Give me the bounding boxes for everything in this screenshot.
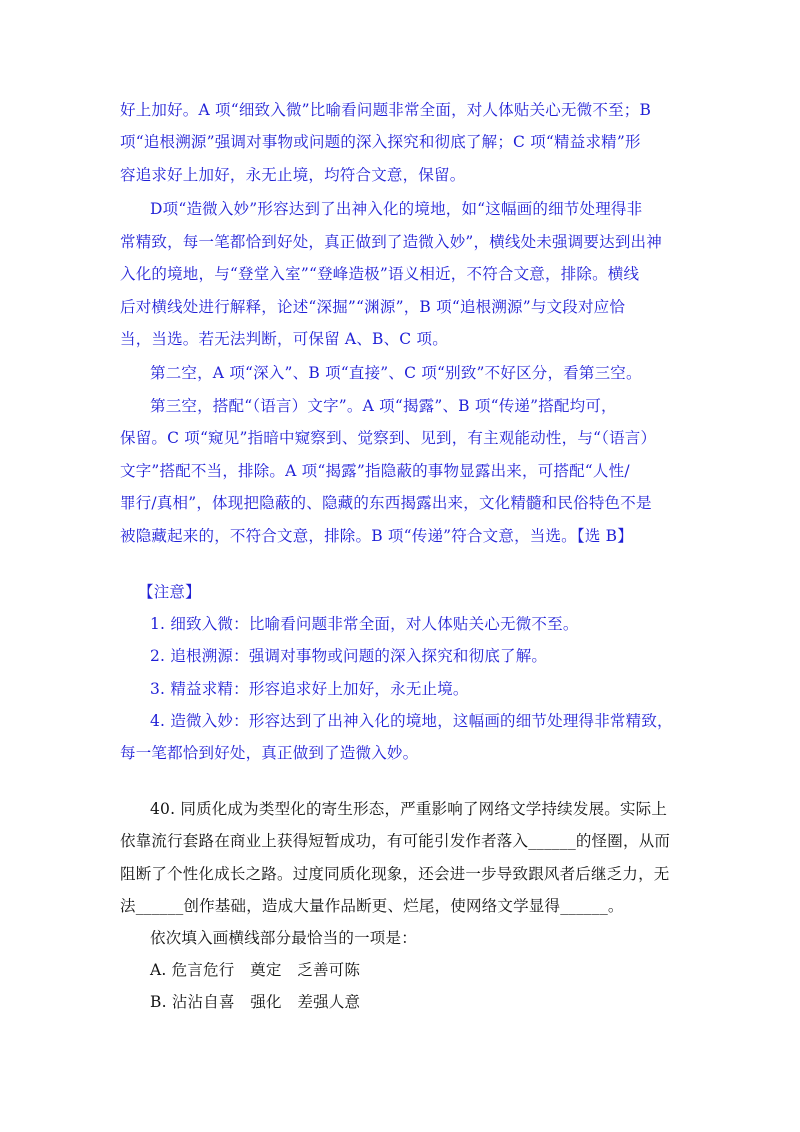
note-heading: 【注意】 [138, 583, 201, 601]
explanation-line: 保留。C 项“窥见”指暗中窥察到、觉察到、见到，有主观能动性，与“（语言） [120, 429, 657, 447]
explanation-line: 容追求好上加好，永无止境，均符合文意，保留。 [120, 166, 466, 184]
question-prompt: 依次填入画横线部分最恰当的一项是： [150, 929, 417, 947]
explanation-line: 常精致，每一笔都恰到好处，真正做到了造微入妙”，横线处未强调要达到出神 [120, 233, 662, 251]
explanation-line: D项“造微入妙”形容达到了出神入化的境地，如“这幅画的细节处理得非 [150, 200, 643, 218]
note-item: 2. 追根溯源：强调对事物或问题的深入探究和彻底了解。 [150, 647, 548, 665]
note-item: 每一笔都恰到好处，真正做到了造微入妙。 [120, 744, 419, 762]
question-line: 法______创作基础，造成大量作品断更、烂尾，使网络文学显得______。 [120, 897, 624, 915]
explanation-line: 后对横线处进行解释，论述“深掘”“渊源”，B 项“追根溯源”与文段对应恰 [120, 298, 626, 316]
explanation-line: 第三空，搭配“（语言）文字”。A 项“揭露”、B 项“传递”搭配均可， [150, 397, 617, 415]
explanation-line: 第二空，A 项“深入”、B 项“直接”、C 项“别致”不好区分，看第三空。 [150, 364, 642, 382]
explanation-line: 项“追根溯源”强调对事物或问题的深入探究和彻底了解；C 项“精益求精”形 [120, 133, 641, 151]
explanation-line: 入化的境地，与“登堂入室”“登峰造极”语义相近，不符合文意，排除。横线 [120, 265, 640, 283]
option-b: B. 沾沾自喜 强化 差强人意 [150, 993, 361, 1011]
explanation-line: 文字”搭配不当，排除。A 项“揭露”指隐蔽的事物显露出来，可搭配“人性/ [120, 462, 630, 480]
note-item: 3. 精益求精：形容追求好上加好，永无止境。 [150, 680, 469, 698]
option-a: A. 危言危行 奠定 乏善可陈 [150, 961, 361, 979]
question-line: 依靠流行套路在商业上获得短暂成功，有可能引发作者落入______的怪圈，从而 [120, 832, 671, 850]
question-line: 阻断了个性化成长之路。过度同质化现象，还会进一步导致跟风者后继乏力，无 [120, 865, 670, 883]
question-line: 40. 同质化成为类型化的寄生形态，严重影响了网络文学持续发展。实际上 [150, 800, 668, 818]
explanation-line: 好上加好。A 项“细致入微”比喻看问题非常全面，对人体贴关心无微不至；B [120, 101, 652, 119]
note-item: 1. 细致入微：比喻看问题非常全面，对人体贴关心无微不至。 [150, 615, 579, 633]
explanation-line: 被隐藏起来的，不符合文意，排除。B 项“传递”符合文意，当选。【选 B】 [120, 527, 633, 545]
note-item: 4. 造微入妙：形容达到了出神入化的境地，这幅画的细节处理得非常精致， [150, 712, 673, 730]
explanation-line: 罪行/真相”，体现把隐蔽的、隐藏的东西揭露出来，文化精髓和民俗特色不是 [120, 494, 652, 512]
explanation-line: 当，当选。若无法判断，可保留 A、B、C 项。 [120, 330, 448, 348]
